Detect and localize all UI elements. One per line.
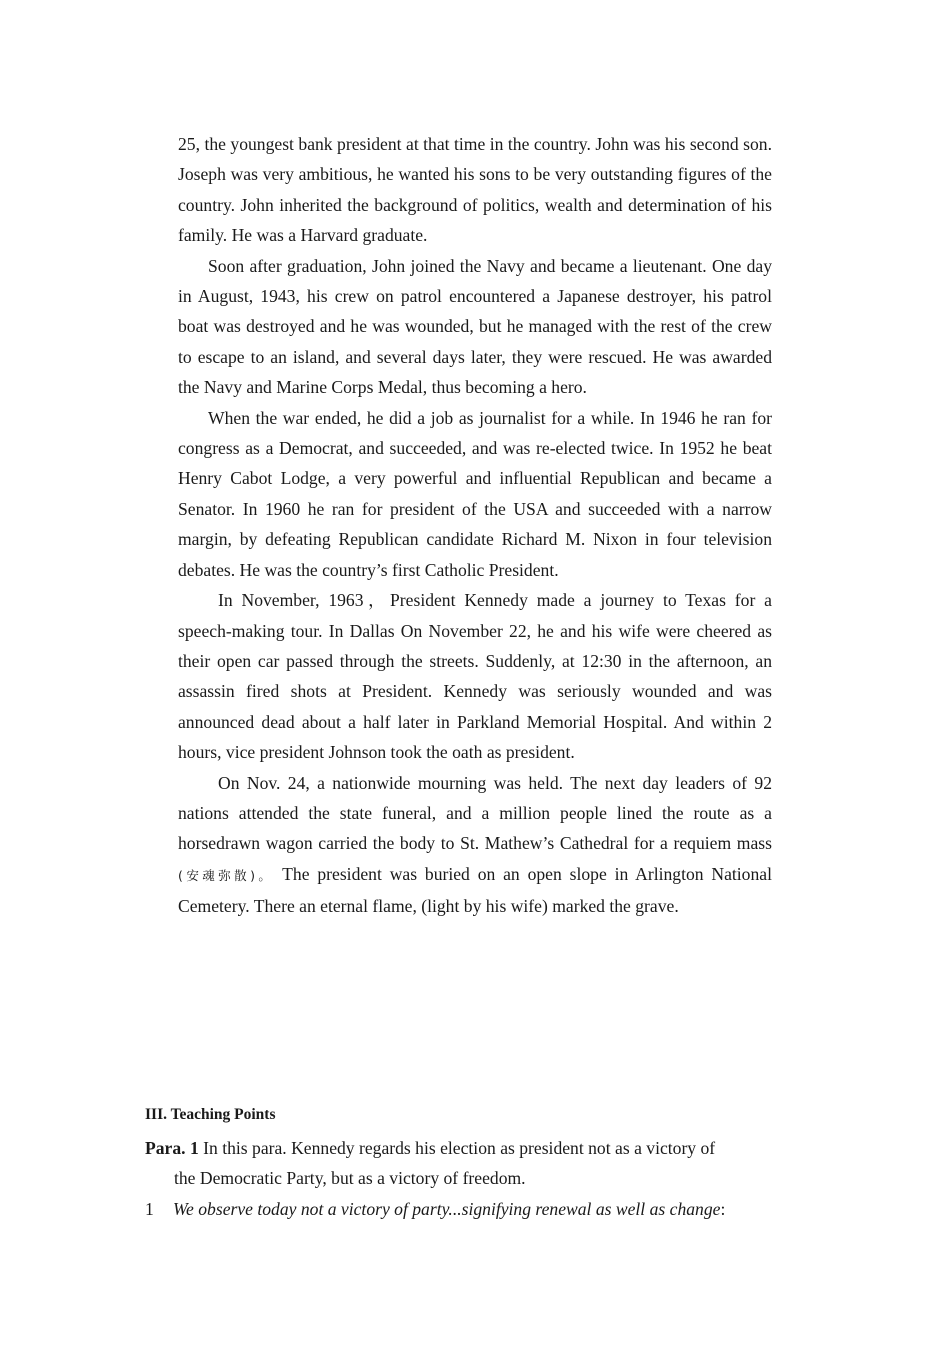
item-tail: :: [720, 1199, 726, 1219]
cjk-gloss: (安魂弥散)。: [178, 867, 275, 883]
item-number: 1: [145, 1199, 154, 1219]
section-heading-teaching-points: III. Teaching Points: [145, 1106, 276, 1123]
item-quote: We observe today not a victory of party...signifying renewal as well as change: [173, 1199, 721, 1219]
paragraph-funeral: [178, 768, 772, 922]
paragraph-political-career: When the war ended, he did a job as journalist for a while. In 1946 he ran for congress as a Democrat, and succeeded, and was re-elected twice. In 1952 he beat Henry Cabot Lodge, a very powerful and influential Republican and became a Senator. In 1960 he ran for president of the USA and succeeded with a narrow margin, by defeating Republican candidate Richard M. Nixon in four television debates. He was the country’s first Catholic President.: [178, 407, 772, 580]
funeral-text-start: On Nov. 24, a nationwide mourning was held. The next day leaders of 92 nations attended the state funeral, and a million people lined the route as a horsedrawn wagon carried the body to St. Mathew’s Cathedral for a requiem mass: [178, 772, 772, 854]
para-label: Para. 1: [145, 1138, 199, 1158]
funeral-text-end: The president was buried on an open slope in Arlington National Cemetery. There an eternal flame, (light by his wife) marked the grave.: [178, 863, 772, 917]
paragraph-kennedy-family: 25, the youngest bank president at that time in the country. John was his second son. Joseph was very ambitious, he wanted his sons to be very outstanding figures of the country. John inherited the background of politics, wealth and determination of his family. He was a Harvard graduate.: [178, 134, 772, 246]
para-text-line-1: In this para. Kennedy regards his election as president not as a victory of: [198, 1138, 716, 1158]
paragraph-navy-service: Soon after graduation, John joined the Navy and became a lieutenant. One day in August, 1943, his crew on patrol encountered a Japanese destroyer, his patrol boat was destroyed and he was wounded, but he managed with the rest of the crew to escape to an island, and several days later, they were rescued. He was awarded the Navy and Marine Corps Medal, thus becoming a hero.: [178, 255, 772, 398]
paragraph-assassination: In November, 1963，President Kennedy made a journey to Texas for a speech-making tour. In Dallas On November 22, he and his wife were cheered as their open car passed through the streets. Suddenly, at 12:30 in the afternoon, an assassin fired shots at President. Kennedy was seriously wounded and was announced dead about a half later in Parkland Memorial Hospital. And within 2 hours, vice president Johnson took the oath as president.: [178, 590, 772, 763]
para-text-line-2: the Democratic Party, but as a victory of freedom.: [174, 1168, 526, 1189]
teaching-point-line-1: [145, 1133, 810, 1163]
teaching-point-item-1: [145, 1194, 810, 1224]
teaching-point-para-1: [145, 1133, 810, 1194]
body-text: [178, 129, 772, 922]
